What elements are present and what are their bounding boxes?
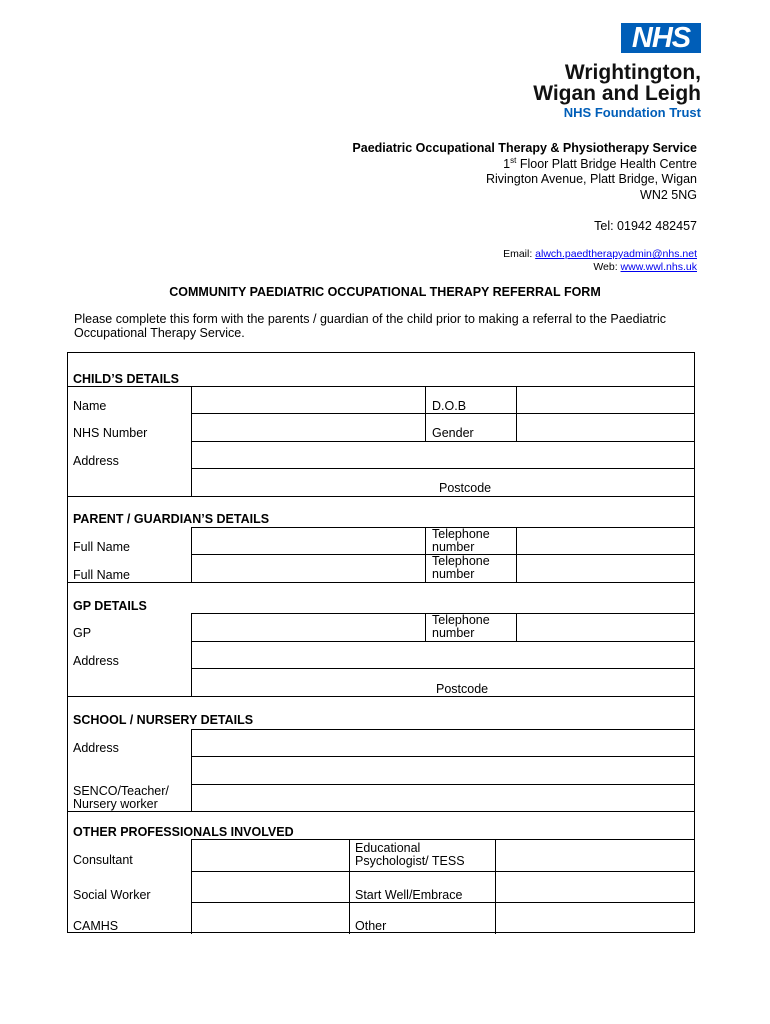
address-line1 xyxy=(503,156,697,171)
consultant-input[interactable] xyxy=(192,840,349,871)
child-postcode-label: Postcode xyxy=(439,481,492,495)
parent2-telephone-input[interactable] xyxy=(517,555,694,582)
senco-label xyxy=(73,785,169,811)
org-name-line1: Wrightington, xyxy=(564,61,701,84)
parent1-telephone-label xyxy=(432,528,490,554)
web-label: Web: xyxy=(593,261,621,273)
org-name-line3: NHS Foundation Trust xyxy=(563,105,701,120)
telephone: Tel: 01942 482457 xyxy=(594,219,697,233)
child-nhs-number-label: NHS Number xyxy=(73,426,148,440)
other-label: Other xyxy=(355,919,387,933)
telephone-word: Telephone xyxy=(432,527,490,541)
start-well-label: Start Well/Embrace xyxy=(355,888,463,902)
child-nhs-number-input[interactable] xyxy=(192,414,425,441)
social-worker-label: Social Worker xyxy=(73,888,151,902)
child-name-input[interactable] xyxy=(192,387,425,413)
email-label: Email: xyxy=(503,248,536,260)
edpsych-line2: Psychologist/ TESS xyxy=(355,854,465,868)
email-link[interactable]: alwch.paedtherapyadmin@nhs.net xyxy=(535,248,697,260)
other-professionals-heading: OTHER PROFESSIONALS INVOLVED xyxy=(73,825,294,839)
referral-form-table xyxy=(67,352,695,933)
camhs-input[interactable] xyxy=(192,903,349,933)
address-floor-suffix: st xyxy=(510,156,517,165)
camhs-label: CAMHS xyxy=(73,919,119,933)
parent1-telephone-input[interactable] xyxy=(517,528,694,554)
number-word: number xyxy=(432,540,475,554)
form-title: COMMUNITY PAEDIATRIC OCCUPATIONAL THERAPY REFERRAL FORM xyxy=(169,285,601,299)
school-details-heading: SCHOOL / NURSERY DETAILS xyxy=(73,713,254,727)
web-link[interactable]: www.wwl.nhs.uk xyxy=(620,261,697,273)
parent2-telephone-label xyxy=(432,555,490,581)
number-word: number xyxy=(432,626,475,640)
gp-details-heading: GP DETAILS xyxy=(73,599,147,613)
email-line xyxy=(503,248,697,260)
school-address-input[interactable] xyxy=(192,730,694,756)
social-worker-input[interactable] xyxy=(192,872,349,902)
other-input[interactable] xyxy=(496,903,694,933)
child-gender-label: Gender xyxy=(432,426,474,440)
address-floor-rest: Floor Platt Bridge Health Centre xyxy=(516,157,697,172)
gp-telephone-input[interactable] xyxy=(517,614,694,641)
form-intro: Please complete this form with the parents / guardian of the child prior to making a referral to the Paediatric Occupational Therapy Service. xyxy=(74,312,666,340)
gp-name-label: GP xyxy=(73,626,92,640)
telephone-word: Telephone xyxy=(432,554,490,568)
parent-details-heading: PARENT / GUARDIAN’S DETAILS xyxy=(73,512,270,526)
web-line xyxy=(593,261,697,273)
child-dob-input[interactable] xyxy=(517,387,694,413)
senco-input[interactable] xyxy=(192,785,694,811)
gp-address-input[interactable] xyxy=(192,642,694,668)
parent1-full-name-label: Full Name xyxy=(73,540,130,554)
telephone-word: Telephone xyxy=(432,613,490,627)
parent1-full-name-input[interactable] xyxy=(192,528,425,554)
child-gender-input[interactable] xyxy=(517,414,694,441)
gp-telephone-label xyxy=(432,614,490,640)
gp-address-label: Address xyxy=(73,654,119,668)
educational-psychologist-label xyxy=(355,842,465,868)
child-name-label: Name xyxy=(73,399,107,413)
nhs-logo: NHS xyxy=(621,23,701,53)
child-details-heading: CHILD’S DETAILS xyxy=(73,372,180,386)
edpsych-line1: Educational xyxy=(355,841,421,855)
address-postcode: WN2 5NG xyxy=(640,188,697,202)
child-dob-label: D.O.B xyxy=(432,399,467,413)
school-address-label: Address xyxy=(73,741,119,755)
parent2-full-name-label: Full Name xyxy=(73,568,130,582)
consultant-label: Consultant xyxy=(73,853,133,867)
number-word: number xyxy=(432,567,475,581)
gp-postcode-label: Postcode xyxy=(436,682,489,696)
org-name-line2: Wigan and Leigh xyxy=(533,82,701,105)
address-line2: Rivington Avenue, Platt Bridge, Wigan xyxy=(485,172,697,186)
gp-name-input[interactable] xyxy=(192,614,425,641)
child-address-input[interactable] xyxy=(192,442,694,468)
service-name: Paediatric Occupational Therapy & Physiotherapy Service xyxy=(352,141,697,155)
address-floor-number: 1 xyxy=(503,157,511,172)
parent2-full-name-input[interactable] xyxy=(192,555,425,582)
educational-psychologist-input[interactable] xyxy=(496,840,694,871)
child-address-label: Address xyxy=(73,454,119,468)
senco-line2: Nursery worker xyxy=(73,797,158,811)
senco-line1: SENCO/Teacher/ xyxy=(73,784,169,798)
start-well-input[interactable] xyxy=(496,872,694,902)
